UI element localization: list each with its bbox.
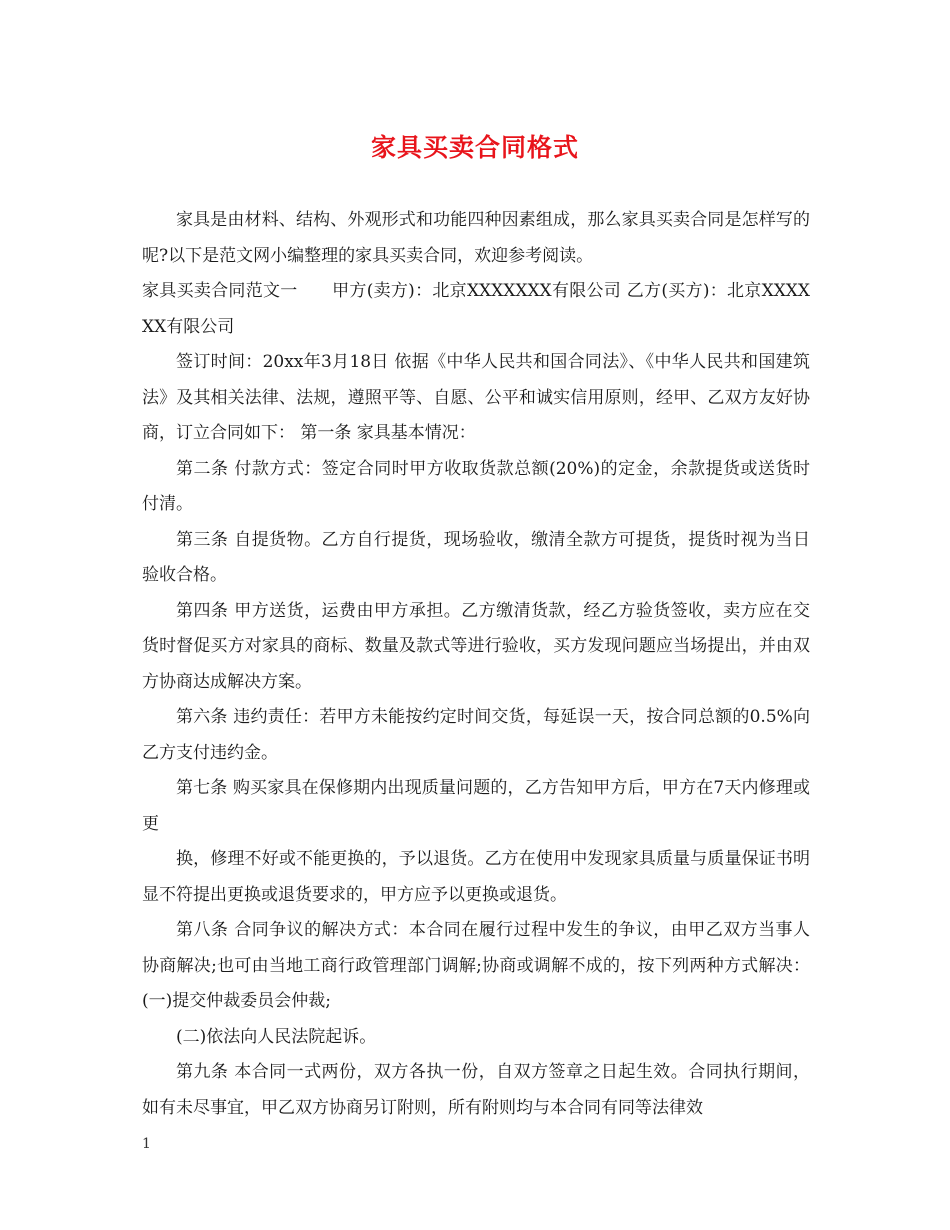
paragraph-article-6: 第六条 违约责任：若甲方未能按约定时间交货，每延误一天，按合同总额的0.5%向乙方支付违约金。	[142, 707, 810, 763]
paragraph-article-4: 第四条 甲方送货，运费由甲方承担。乙方缴清货款，经乙方验货签收，卖方应在交货时督促买方对家具的商标、数量及款式等进行验收，买方发现问题应当场提出，并由双方协商达成解决方案。	[142, 600, 810, 692]
paragraph-article-7-cont: 换，修理不好或不能更换的，予以退货。乙方在使用中发现家具质量与质量保证书明显不符提出更换或退货要求的，甲方应予以更换或退货。	[142, 849, 810, 905]
paragraph-signing: 签订时间：20xx年3月18日 依据《中华人民共和国合同法》、《中华人民共和国建筑法》及其相关法律、法规，遵照平等、自愿、公平和诚实信用原则，经甲、乙双方友好协商，订立合同如下： 第一条 家具基本情况：	[142, 352, 810, 443]
paragraph-article-9: 第九条 本合同一式两份，双方各执一份，自双方签章之日起生效。合同执行期间，如有未尽事宜，甲乙双方协商另订附则，所有附则均与本合同有同等法律效	[142, 1062, 810, 1118]
paragraph-article-8: 第八条 合同争议的解决方式：本合同在履行过程中发生的争议，由甲乙双方当事人协商解决;也可由当地工商行政管理部门调解;协商或调解不成的，按下列两种方式解决： (一)提交仲裁委员会仲裁;	[142, 920, 810, 1011]
paragraph-article-8-option-2: (二)依法向人民法院起诉。	[176, 1026, 377, 1047]
paragraph-article-2: 第二条 付款方式：签定合同时甲方收取货款总额(20%)的定金，余款提货或送货时付清。	[142, 458, 810, 514]
paragraph-article-3: 第三条 自提货物。乙方自行提货，现场验收，缴清全款方可提货，提货时视为当日验收合格。	[142, 529, 810, 585]
paragraph-parties: 家具买卖合同范文一 甲方(卖方)：北京XXXXXXX有限公司 乙方(买方)：北京XXXXXX有限公司	[142, 281, 810, 337]
document-body	[142, 203, 810, 1126]
paragraph-intro: 家具是由材料、结构、外观形式和功能四种因素组成，那么家具买卖合同是怎样写的呢?以下是范文网小编整理的家具买卖合同，欢迎参考阅读。	[142, 210, 810, 266]
document-title: 家具买卖合同格式	[370, 133, 579, 162]
paragraph-article-7: 第七条 购买家具在保修期内出现质量问题的，乙方告知甲方后，甲方在7天内修理或更	[142, 778, 810, 834]
page-number: 1	[142, 1136, 151, 1152]
